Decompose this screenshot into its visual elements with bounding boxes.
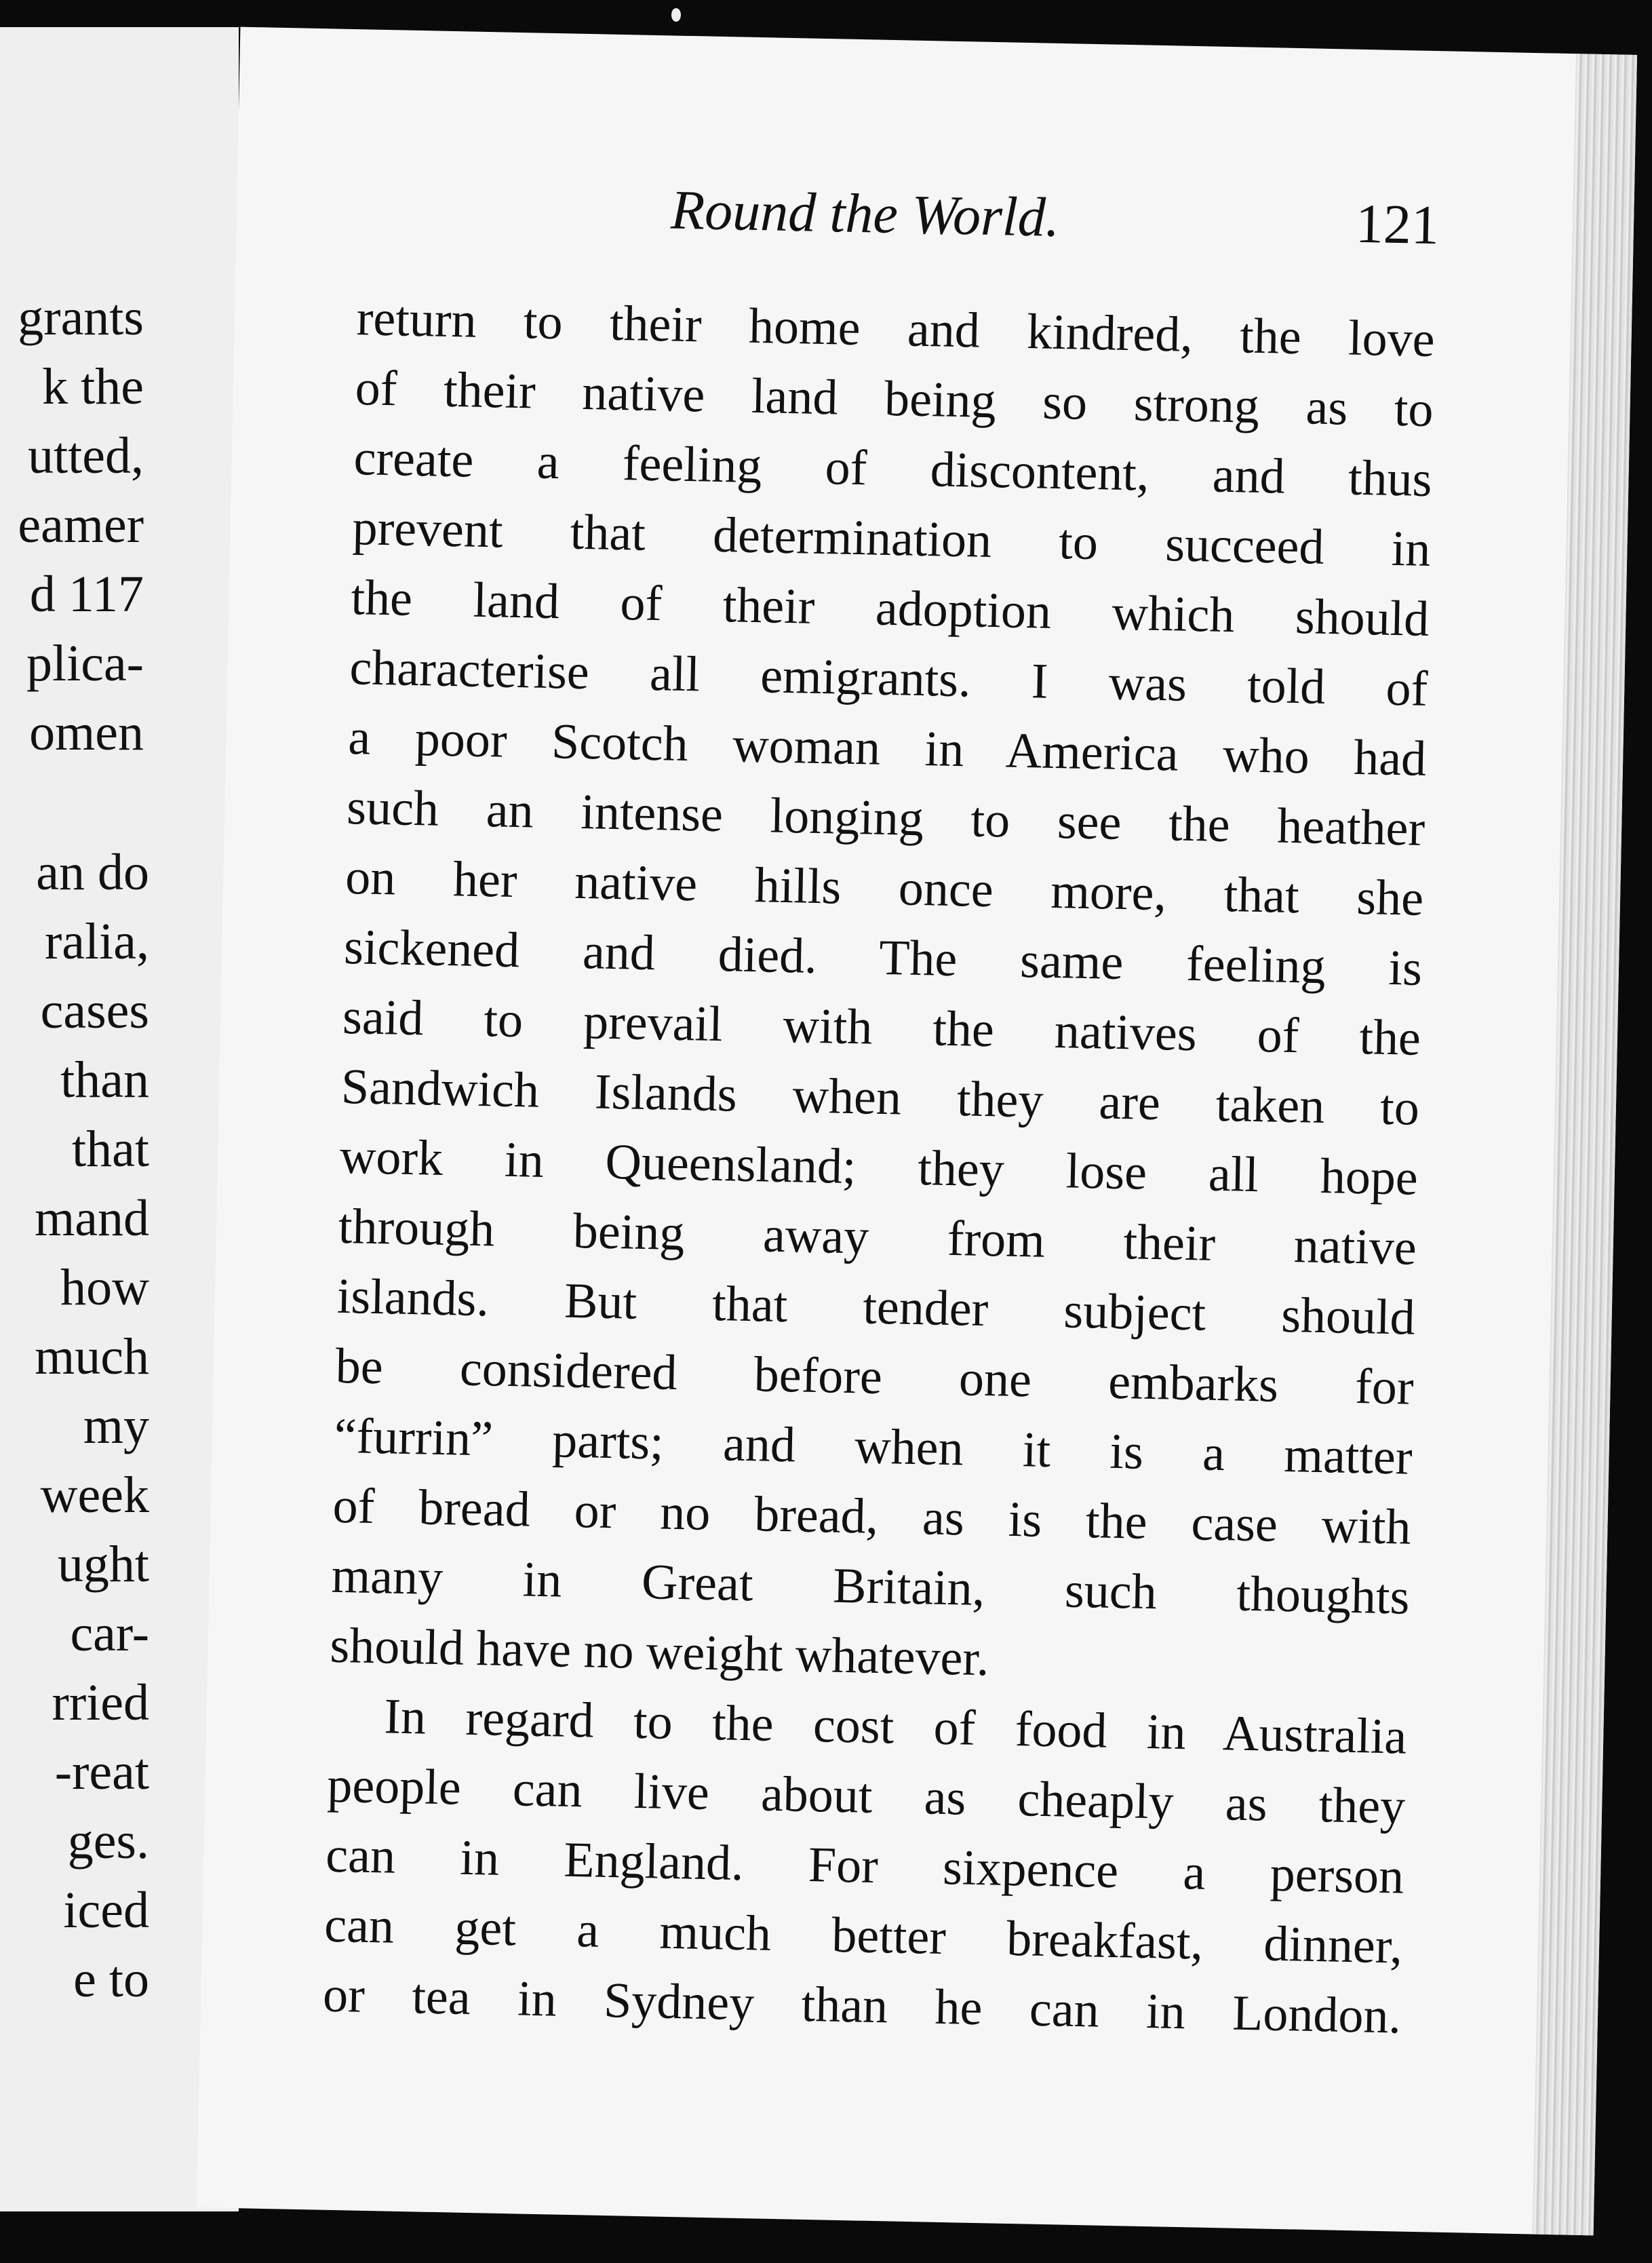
text-line: a poor Scotch woman in America who had bbox=[347, 710, 1427, 787]
book-page bbox=[197, 27, 1637, 2236]
text-line: “furrin” parts; and when it is a matter bbox=[333, 1408, 1413, 1486]
left-page-line: utted, bbox=[28, 427, 144, 484]
text-line: of their native land being so strong as to bbox=[354, 360, 1434, 438]
left-page-line: my bbox=[83, 1397, 149, 1454]
text-line: through being away from their native bbox=[338, 1198, 1417, 1276]
text-line: said to prevail with the natives of the bbox=[342, 988, 1421, 1066]
body-text bbox=[322, 284, 1435, 2051]
text-line: create a feeling of discontent, and thus bbox=[353, 430, 1433, 508]
text-line: people can live about as cheaply as they bbox=[326, 1757, 1406, 1835]
left-page-line: how bbox=[60, 1259, 149, 1316]
text-line: Sandwich Islands when they are taken to bbox=[340, 1058, 1420, 1136]
left-page-line: that bbox=[72, 1121, 149, 1178]
left-page-line: e to bbox=[73, 1951, 149, 2008]
text-line: islands. But that tender subject should bbox=[336, 1268, 1416, 1346]
left-page-line: rried bbox=[52, 1674, 149, 1731]
left-page-line: ught bbox=[57, 1536, 149, 1593]
left-page-line: ges. bbox=[67, 1813, 149, 1870]
running-head: Round the World. bbox=[670, 178, 1061, 248]
left-page-line: cases bbox=[40, 982, 149, 1039]
left-page-line: omen bbox=[29, 704, 144, 761]
left-page-line: much bbox=[35, 1328, 149, 1385]
text-line: be considered before one embarks for bbox=[335, 1338, 1415, 1416]
left-page-line: mand bbox=[35, 1190, 149, 1247]
left-page-line: eamer bbox=[18, 497, 144, 554]
text-line: on her native hills once more, that she bbox=[345, 849, 1424, 927]
text-line: can get a much better breakfast, dinner, bbox=[323, 1897, 1403, 1975]
left-page-line: than bbox=[60, 1051, 149, 1108]
left-page-line: an do bbox=[36, 844, 149, 901]
text-line: work in Queensland; they lose all hope bbox=[339, 1128, 1419, 1206]
left-page-line: plica- bbox=[26, 635, 144, 692]
left-page-line: -reat bbox=[54, 1743, 149, 1800]
left-page-line: car- bbox=[70, 1605, 149, 1662]
paragraph bbox=[330, 284, 1436, 1702]
left-page-line: iced bbox=[63, 1882, 149, 1939]
left-page-line: grants bbox=[18, 289, 144, 346]
text-line: or tea in Sydney than he can in London. bbox=[322, 1967, 1402, 2045]
left-page-line: ralia, bbox=[44, 913, 149, 970]
left-page-line: week bbox=[40, 1467, 149, 1524]
left-page-line: d 117 bbox=[29, 566, 144, 623]
text-line: such an intense longing to see the heather bbox=[346, 779, 1425, 857]
text-line: can in England. For sixpence a person bbox=[325, 1827, 1404, 1905]
text-line: prevent that determination to succeed in bbox=[351, 500, 1432, 578]
text-line: should have no weight whatever. bbox=[329, 1617, 990, 1687]
text-line: characterise all emigrants. I was told of bbox=[349, 640, 1429, 717]
dust-speck bbox=[671, 8, 681, 22]
left-page-line: k the bbox=[42, 358, 144, 415]
text-line: sickened and died. The same feeling is bbox=[343, 919, 1423, 997]
page-edges bbox=[1533, 54, 1638, 2235]
paragraph bbox=[322, 1681, 1407, 2052]
text-line: many in Great Britain, such thoughts bbox=[330, 1547, 1411, 1625]
text-line: of bread or no bread, as is the case with bbox=[332, 1477, 1412, 1555]
text-line: In regard to the cost of food in Australia bbox=[383, 1688, 1408, 1765]
text-line: the land of their adoption which should bbox=[350, 570, 1430, 647]
text-line: return to their home and kindred, the love bbox=[356, 290, 1436, 368]
page-number: 121 bbox=[1355, 192, 1440, 256]
